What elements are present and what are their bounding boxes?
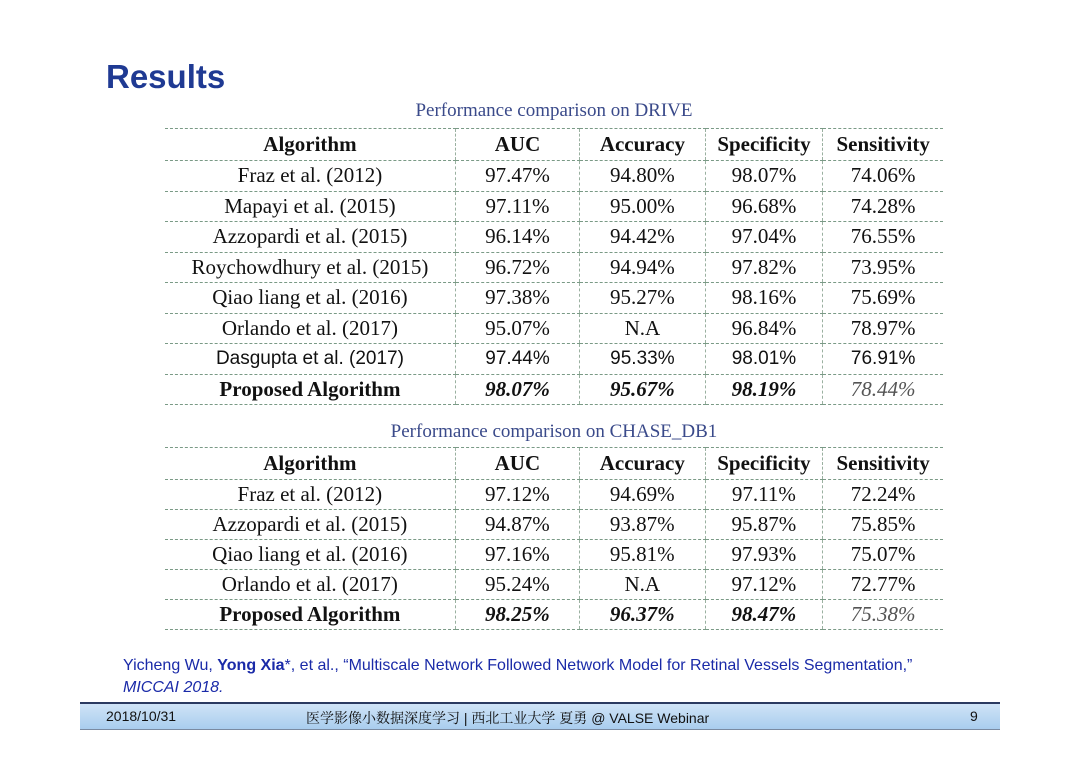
table-cell: 95.67% xyxy=(580,374,705,405)
column-header: Accuracy xyxy=(580,448,706,480)
column-header: Specificity xyxy=(705,129,823,161)
table-cell: 98.19% xyxy=(705,374,823,405)
table-row xyxy=(165,252,943,283)
column-header: Algorithm xyxy=(165,448,455,480)
table-cell: Roychowdhury et al. (2015) xyxy=(165,252,455,283)
table-cell: 94.94% xyxy=(580,252,705,283)
table-cell: 73.95% xyxy=(823,252,943,283)
table-row xyxy=(165,374,943,405)
table-cell: 78.97% xyxy=(823,313,943,344)
table-cell: 95.33% xyxy=(580,344,705,375)
table-row xyxy=(165,191,943,222)
table-cell: 95.00% xyxy=(580,191,705,222)
table-cell: 95.81% xyxy=(580,540,706,570)
table-row xyxy=(165,600,943,630)
table-cell: 97.11% xyxy=(705,480,823,510)
table-cell: 75.38% xyxy=(823,600,943,630)
table-cell: 76.91% xyxy=(823,344,943,375)
table-cell: 97.47% xyxy=(455,161,579,192)
table-cell: Orlando et al. (2017) xyxy=(165,313,455,344)
table-cell: 94.80% xyxy=(580,161,705,192)
table-cell: 74.28% xyxy=(823,191,943,222)
table-cell: 95.87% xyxy=(705,510,823,540)
table-cell: Proposed Algorithm xyxy=(165,374,455,405)
table-cell: 72.77% xyxy=(823,570,943,600)
table-cell: 98.07% xyxy=(455,374,579,405)
table-cell: 98.07% xyxy=(705,161,823,192)
table-cell: 94.69% xyxy=(580,480,706,510)
table-cell: 97.38% xyxy=(455,283,579,314)
table-cell: 76.55% xyxy=(823,222,943,253)
table-cell: Proposed Algorithm xyxy=(165,600,455,630)
column-header: Accuracy xyxy=(580,129,705,161)
table-cell: Orlando et al. (2017) xyxy=(165,570,455,600)
table2-caption: Performance comparison on CHASE_DB1 xyxy=(390,421,718,442)
table-cell: Qiao liang et al. (2016) xyxy=(165,283,455,314)
footer-center: 医学影像小数据深度学习 | 西北工业大学 夏勇 @ VALSE Webinar xyxy=(306,710,710,726)
table-cell: Qiao liang et al. (2016) xyxy=(165,540,455,570)
table-cell: Dasgupta et al. (2017) xyxy=(165,344,455,375)
table-cell: 97.82% xyxy=(705,252,823,283)
table-cell: 93.87% xyxy=(580,510,706,540)
column-header: Sensitivity xyxy=(823,129,943,161)
table-cell: 94.87% xyxy=(455,510,579,540)
table-cell: 96.72% xyxy=(455,252,579,283)
table-row xyxy=(165,480,943,510)
table-cell: Fraz et al. (2012) xyxy=(165,161,455,192)
table1-caption: Performance comparison on DRIVE xyxy=(415,100,693,121)
table-cell: 96.14% xyxy=(455,222,579,253)
column-header: AUC xyxy=(455,448,579,480)
table-row xyxy=(165,283,943,314)
table-cell: 97.11% xyxy=(455,191,579,222)
drive-table xyxy=(165,128,943,405)
table-cell: 94.42% xyxy=(580,222,705,253)
citation-title: *, et al., “Multiscale Network Followed Network Model for Retinal Vessels Segmentation,” xyxy=(284,657,913,674)
column-header: AUC xyxy=(455,129,579,161)
footer-bar xyxy=(80,702,1000,730)
table-cell: 96.37% xyxy=(580,600,706,630)
table-cell: 97.44% xyxy=(455,344,579,375)
citation-corresponding-author: Yong Xia xyxy=(217,657,285,674)
table-cell: 97.93% xyxy=(705,540,823,570)
table-cell: Azzopardi et al. (2015) xyxy=(165,222,455,253)
table-row xyxy=(165,161,943,192)
footer-page: 9 xyxy=(970,708,978,724)
table-cell: 97.16% xyxy=(455,540,579,570)
table-row xyxy=(165,344,943,375)
column-header: Specificity xyxy=(705,448,823,480)
table-cell: N.A xyxy=(580,313,705,344)
table-cell: 95.27% xyxy=(580,283,705,314)
header-row xyxy=(165,129,943,161)
citation xyxy=(123,655,923,699)
column-header: Sensitivity xyxy=(823,448,943,480)
table-cell: 74.06% xyxy=(823,161,943,192)
table-cell: 75.69% xyxy=(823,283,943,314)
footer-date: 2018/10/31 xyxy=(106,708,177,724)
table-row xyxy=(165,540,943,570)
table-cell: 96.84% xyxy=(705,313,823,344)
chase-table xyxy=(165,447,943,630)
table-cell: Fraz et al. (2012) xyxy=(165,480,455,510)
table-cell: 75.85% xyxy=(823,510,943,540)
table-row xyxy=(165,570,943,600)
table-cell: 95.24% xyxy=(455,570,579,600)
table-cell: 97.12% xyxy=(455,480,579,510)
table-row xyxy=(165,222,943,253)
table-row xyxy=(165,313,943,344)
table-row xyxy=(165,510,943,540)
table-cell: Azzopardi et al. (2015) xyxy=(165,510,455,540)
table-cell: 97.04% xyxy=(705,222,823,253)
table-cell: 95.07% xyxy=(455,313,579,344)
slide-title: Results xyxy=(106,58,226,95)
table-cell: 98.47% xyxy=(705,600,823,630)
table-cell: 75.07% xyxy=(823,540,943,570)
table-cell: Mapayi et al. (2015) xyxy=(165,191,455,222)
table-cell: 96.68% xyxy=(705,191,823,222)
table-cell: N.A xyxy=(580,570,706,600)
table-cell: 72.24% xyxy=(823,480,943,510)
header-row xyxy=(165,448,943,480)
citation-authors: Yicheng Wu, xyxy=(123,657,218,674)
table-cell: 98.25% xyxy=(455,600,579,630)
table-cell: 98.01% xyxy=(705,344,823,375)
table-cell: 98.16% xyxy=(705,283,823,314)
column-header: Algorithm xyxy=(165,129,455,161)
citation-venue: MICCAI 2018. xyxy=(123,679,224,696)
table-cell: 78.44% xyxy=(823,374,943,405)
table-cell: 97.12% xyxy=(705,570,823,600)
